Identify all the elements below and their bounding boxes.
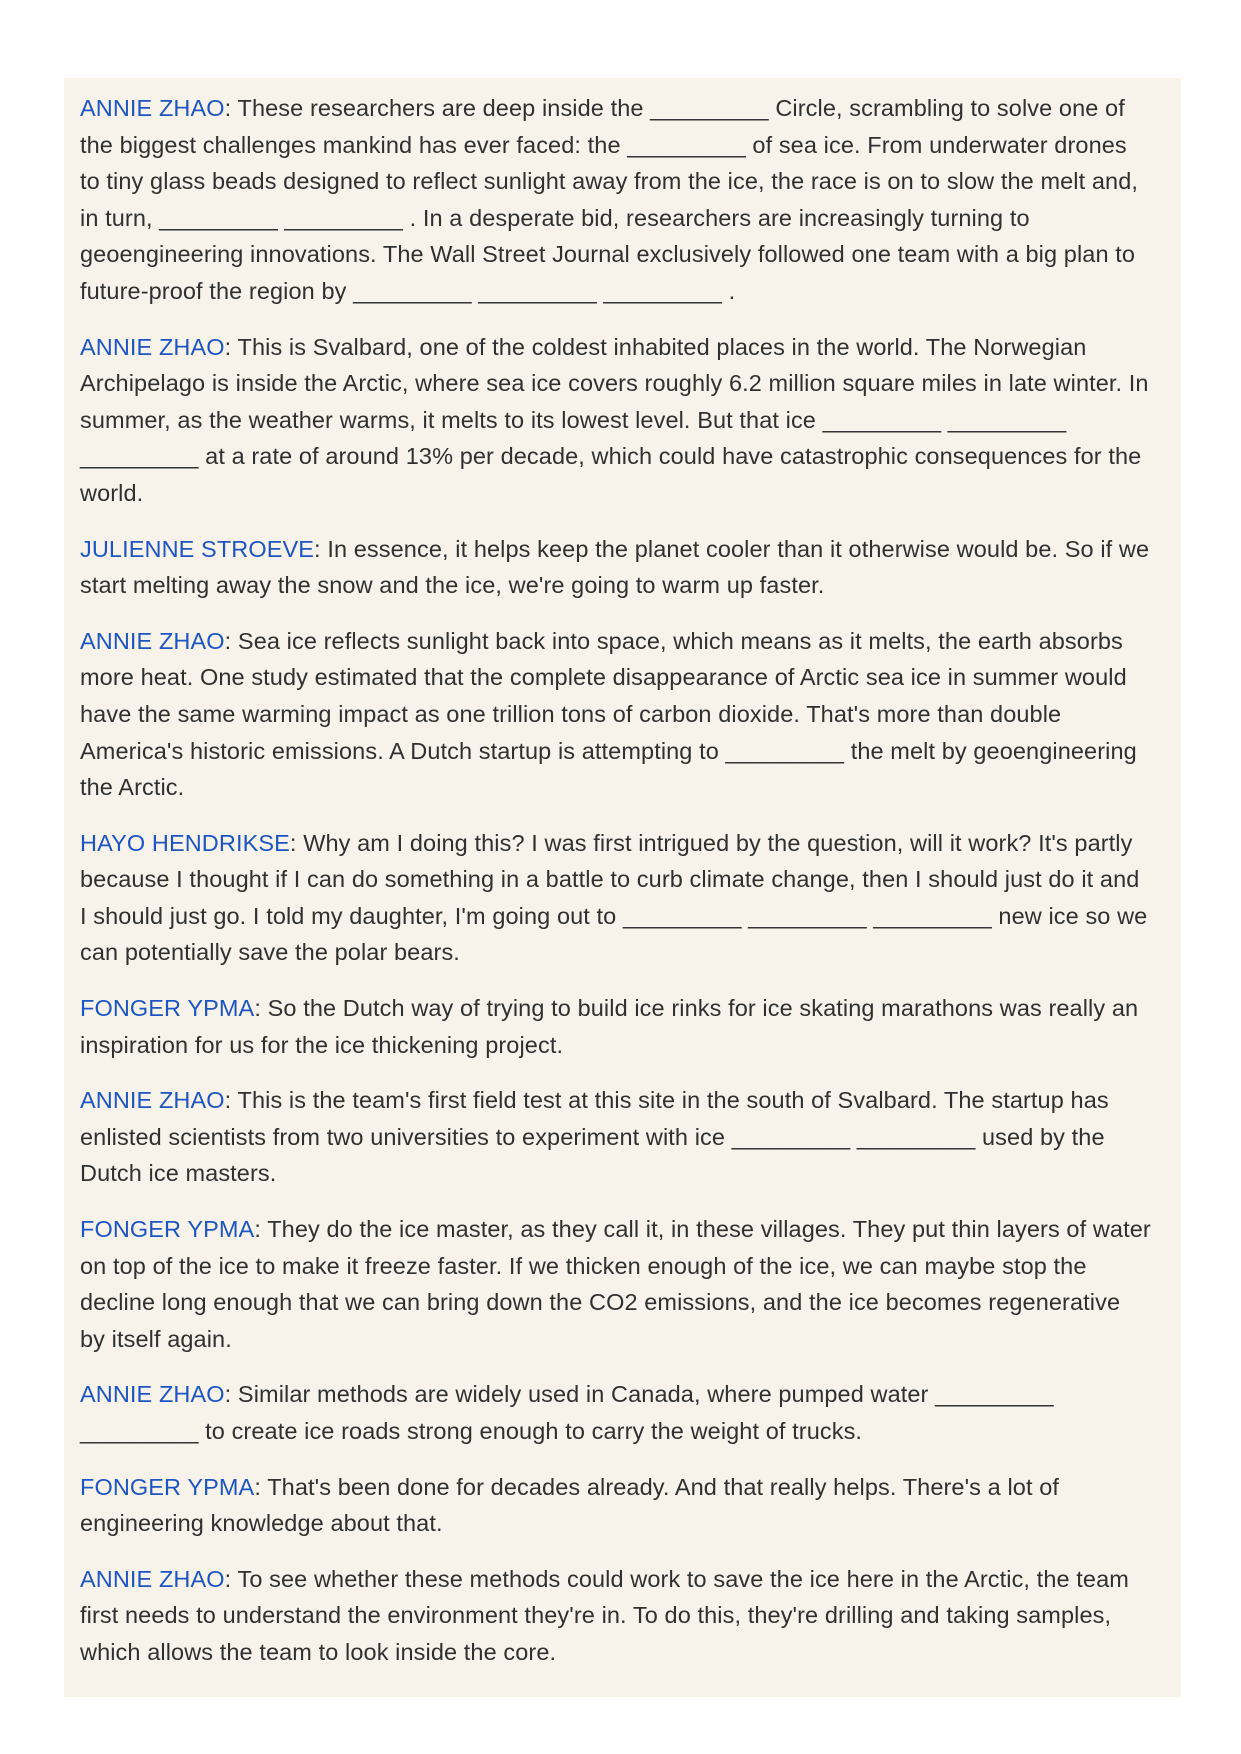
speaker-name: FONGER YPMA <box>80 1473 255 1500</box>
speaker-name: ANNIE ZHAO <box>80 1087 225 1114</box>
speaker-colon: : <box>254 995 261 1022</box>
paragraph-text: Similar methods are widely used in Canada, where pumped water _________ _________ to create ice roads strong enough to carry the weight of trucks. <box>80 1381 1054 1444</box>
speaker-colon: : <box>224 95 232 121</box>
speaker-colon: : <box>314 535 321 562</box>
speaker-colon: : <box>224 627 232 654</box>
transcript-paragraph <box>80 1211 1151 1357</box>
paragraph-text: This is Svalbard, one of the coldest inhabited places in the world. The Norwegian Archipelago is inside the Arctic, where sea ice covers roughly 6.2 million square miles in late winter. In summer, as the weather warms, it melts to its lowest level. But that ice _________ _________ _________ at a rate of around 13% per decade, which could have catastrophic consequences for the world. <box>80 333 1149 506</box>
speaker-name: ANNIE ZHAO <box>80 1381 225 1408</box>
transcript-paragraph <box>80 990 1151 1063</box>
speaker-colon: : <box>254 1473 261 1500</box>
speaker-name: FONGER YPMA <box>80 1216 255 1243</box>
paragraph-text: In essence, it helps keep the planet cooler than it otherwise would be. So if we start melting away the snow and the ice, we're going to warm up faster. <box>80 535 1150 599</box>
speaker-colon: : <box>224 1565 232 1592</box>
speaker-colon: : <box>224 333 232 360</box>
paragraph-text: To see whether these methods could work to save the ice here in the Arctic, the team first needs to understand the environment they're in. To do this, they're drilling and taking samples, which allows the team to look inside the core. <box>80 1565 1129 1665</box>
transcript-paragraph <box>80 90 1151 310</box>
speaker-colon: : <box>289 829 297 856</box>
transcript-paragraph <box>80 531 1151 604</box>
transcript-paragraph <box>80 1082 1151 1192</box>
speaker-name: ANNIE ZHAO <box>80 1565 225 1592</box>
transcript-paragraph <box>80 1561 1151 1671</box>
transcript-paragraph <box>80 1376 1151 1449</box>
paragraph-text: Why am I doing this? I was first intrigued by the question, will it work? It's partly because I thought if I can do something in a battle to curb climate change, then I should just do it and I should just go. I told my daughter, I'm going out to _________ _________ _________ new ice so we can potentially save the polar bears. <box>80 829 1148 966</box>
transcript-paragraph <box>80 623 1151 806</box>
speaker-name: JULIENNE STROEVE <box>80 535 315 562</box>
speaker-name: ANNIE ZHAO <box>80 627 225 654</box>
speaker-name: HAYO HENDRIKSE <box>80 829 290 856</box>
paragraph-text: So the Dutch way of trying to build ice rinks for ice skating marathons was really an inspiration for us for the ice thickening project. <box>80 995 1139 1058</box>
paragraph-text: They do the ice master, as they call it, in these villages. They put thin layers of water on top of the ice to make it freeze faster. If we thicken enough of the ice, we can maybe stop the decline long enough that we can bring down the CO2 emissions, and the ice becomes regenerative by itself again. <box>80 1216 1151 1352</box>
speaker-name: ANNIE ZHAO <box>80 95 225 121</box>
paragraph-text: These researchers are deep inside the _________ Circle, scrambling to solve one of the biggest challenges mankind has ever faced: the _________ of sea ice. From underwater drones to tiny glass beads designed to reflect sunlight away from the ice, the race is on to slow the melt and, in turn, _________ _________ . In a desperate bid, researchers are increasingly turning to geoengineering innovations. The Wall Street Journal exclusively followed one team with a big plan to future-proof the region by _________ _________ _________ . <box>80 95 1139 304</box>
speaker-colon: : <box>254 1216 261 1243</box>
transcript-paragraph <box>80 1469 1151 1542</box>
speaker-colon: : <box>224 1087 232 1114</box>
speaker-name: ANNIE ZHAO <box>80 333 225 360</box>
paragraph-text: Sea ice reflects sunlight back into space, which means as it melts, the earth absorbs more heat. One study estimated that the complete disappearance of Arctic sea ice in summer would have the same warming impact as one trillion tons of carbon dioxide. That's more than double America's historic emissions. A Dutch startup is attempting to _________ the melt by geoengineering the Arctic. <box>80 627 1137 801</box>
paragraph-text: This is the team's first field test at this site in the south of Svalbard. The startup has enlisted scientists from two universities to experiment with ice _________ _________ used by the Dutch ice masters. <box>80 1087 1109 1187</box>
speaker-colon: : <box>224 1381 232 1408</box>
speaker-name: FONGER YPMA <box>80 995 255 1022</box>
transcript-paragraph <box>80 329 1151 512</box>
paragraph-text: That's been done for decades already. And that really helps. There's a lot of engineering knowledge about that. <box>80 1473 1059 1537</box>
transcript-panel <box>64 78 1181 1697</box>
transcript-paragraph <box>80 825 1151 971</box>
